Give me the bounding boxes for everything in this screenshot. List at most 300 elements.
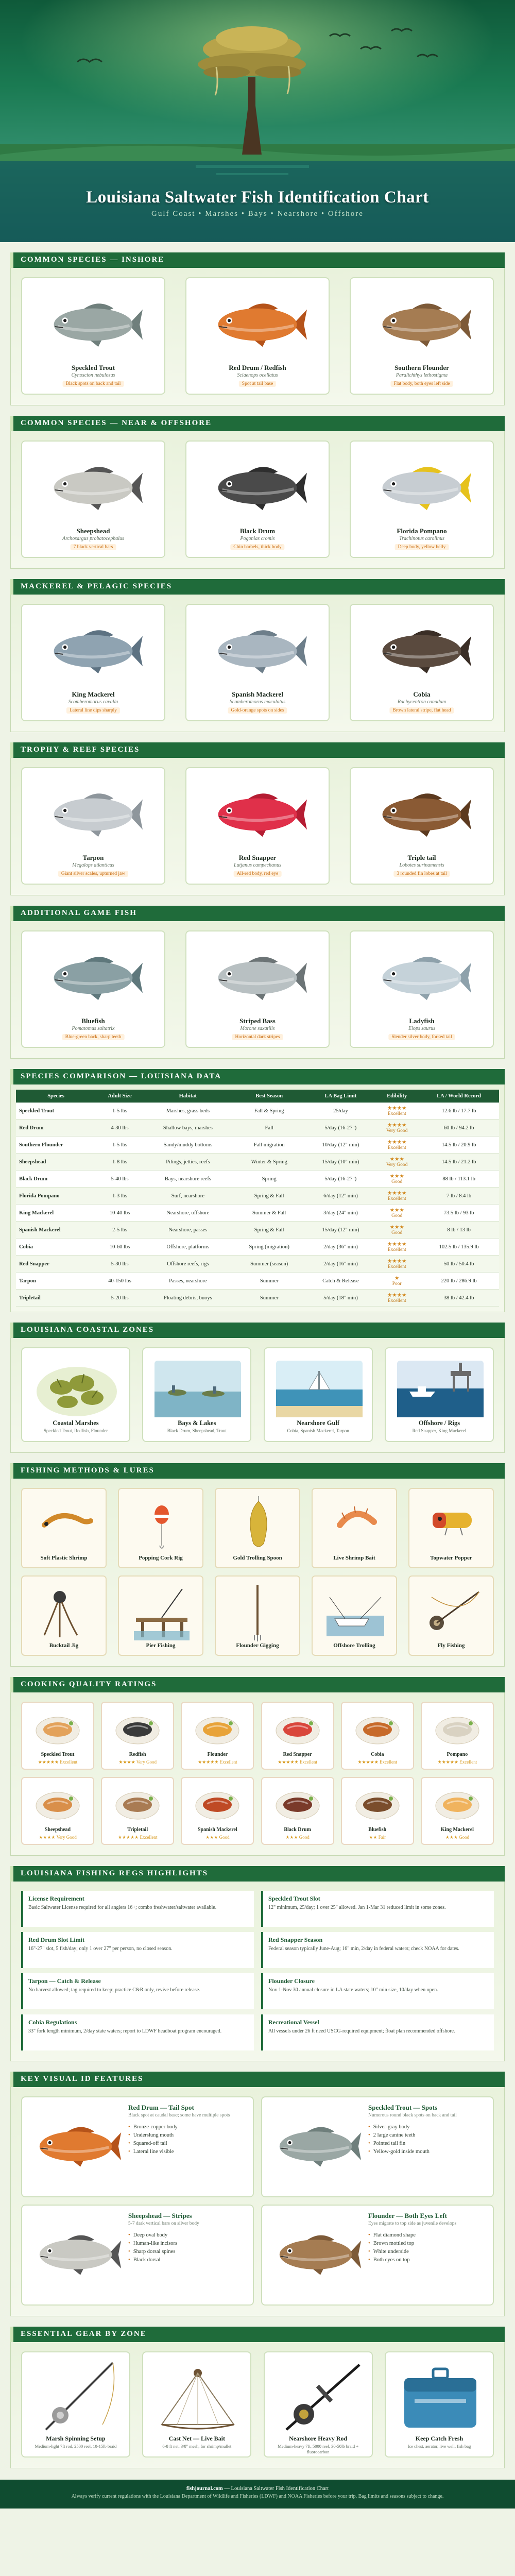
fish-illustration-icon — [43, 618, 144, 684]
section-title: MACKEREL & PELAGIC SPECIES — [10, 579, 505, 595]
table-cell: Summer & Fall — [232, 1205, 306, 1222]
regulation-text: 33" fork length minimum, 2/day state waters; report to LDWF headboat program encouraged. — [28, 2028, 222, 2034]
fish-scientific-name: Paralichthys lethostigma — [396, 372, 448, 378]
method-card[interactable] — [215, 1575, 300, 1656]
fish-card[interactable] — [350, 604, 494, 721]
feature-point: • 2 large canine teeth — [368, 2132, 430, 2138]
fish-scientific-name: Lutjanus campechanus — [234, 862, 281, 868]
method-card[interactable] — [21, 1488, 107, 1568]
cook-card[interactable] — [261, 1777, 334, 1845]
fish-id-tip: Black spots on back and tail — [63, 381, 124, 387]
cook-card[interactable] — [261, 1702, 334, 1770]
rating-label: Good — [299, 1835, 310, 1840]
record-cell: 102.5 lb / 135.9 lb — [419, 1239, 499, 1256]
section-trophy — [10, 742, 505, 895]
table-cell: Passes, nearshore — [144, 1273, 232, 1290]
fish-illustration-icon — [371, 455, 472, 521]
cooking-rating — [102, 1759, 173, 1765]
gear-name: Cast Net — Live Bait — [168, 2435, 225, 2442]
zone-card[interactable] — [21, 1347, 130, 1442]
dish-illustration-icon — [433, 1783, 482, 1825]
fish-name: Speckled Trout — [71, 364, 115, 371]
footer — [0, 2480, 515, 2509]
fish-card[interactable] — [350, 767, 494, 885]
rating-label: Very Good — [136, 1759, 157, 1765]
edibility-rating: Excellent — [387, 1111, 406, 1116]
cook-card[interactable] — [101, 1777, 174, 1845]
fish-row — [21, 604, 494, 721]
cooking-rating — [22, 1759, 93, 1765]
method-grid — [21, 1488, 494, 1663]
method-illustration-icon — [324, 1582, 386, 1641]
dish-illustration-icon — [353, 1708, 402, 1750]
table-cell: Spring & Fall — [232, 1188, 306, 1205]
fish-illustration-icon — [371, 945, 472, 1011]
regulation-title: Flounder Closure — [268, 1977, 315, 1985]
feature-subtitle: Black spot at caudal base; some have multiple spots — [128, 2113, 230, 2118]
edibility-stars: ★★★★ — [387, 1242, 407, 1247]
rating-label: Excellent — [459, 1759, 477, 1765]
method-card[interactable] — [215, 1488, 300, 1568]
feature-card[interactable] — [21, 2096, 254, 2197]
method-illustration-icon — [228, 1494, 289, 1554]
regulation-text: 16"-27" slot, 5 fish/day; only 1 over 27" per person, no closed season. — [28, 1946, 173, 1952]
section-title: COOKING QUALITY RATINGS — [10, 1677, 505, 1692]
edibility-stars: ★★★ — [389, 1225, 404, 1230]
fish-name: Striped Bass — [239, 1017, 276, 1025]
section-features — [10, 2072, 505, 2316]
rating-stars: ★★★★ — [39, 1835, 56, 1840]
rating-stars: ★★★ — [445, 1835, 458, 1840]
fish-illustration-icon — [43, 455, 144, 521]
rating-label: Excellent — [219, 1759, 237, 1765]
cooking-rating — [22, 1835, 93, 1840]
gear-illustration-icon — [394, 2358, 487, 2433]
gear-row — [21, 2351, 494, 2458]
rating-stars: ★★★★ — [118, 1759, 135, 1765]
fish-illustration-icon — [29, 2226, 122, 2283]
zone-illustration-icon — [394, 1355, 487, 1419]
species-cell: Tripletail — [16, 1290, 96, 1307]
feature-point: • Brown mottled top — [368, 2241, 416, 2246]
edibility-cell — [375, 1290, 419, 1307]
fish-card[interactable] — [350, 277, 494, 395]
fish-card[interactable] — [21, 930, 165, 1048]
species-cell: King Mackerel — [16, 1205, 96, 1222]
fish-illustration-icon — [269, 2118, 362, 2175]
table-header-cell: LA / World Record — [419, 1090, 499, 1103]
fish-illustration-icon — [43, 945, 144, 1011]
table-cell: 3/day (24" min) — [306, 1205, 375, 1222]
method-name: Gold Trolling Spoon — [233, 1555, 282, 1561]
fish-id-tip: Spot at tail base — [239, 381, 276, 387]
rating-stars: ★★ — [369, 1835, 377, 1840]
record-cell: 12.6 lb / 17.7 lb — [419, 1103, 499, 1120]
rating-stars: ★★★★★ — [357, 1759, 379, 1765]
rating-label: Excellent — [380, 1759, 398, 1765]
fish-id-tip: 3 rounded fin lobes at tail — [393, 871, 450, 877]
dish-illustration-icon — [113, 1708, 162, 1750]
cook-card[interactable] — [21, 1702, 94, 1770]
table-cell: Floating debris, buoys — [144, 1290, 232, 1307]
table-cell: Summer — [232, 1290, 306, 1307]
section-title: ADDITIONAL GAME FISH — [10, 906, 505, 921]
record-cell: 38 lb / 42.4 lb — [419, 1290, 499, 1307]
table-row — [16, 1290, 499, 1307]
table-cell: 25/day — [306, 1103, 375, 1120]
fish-id-tip: Blue-green back, sharp teeth — [62, 1034, 125, 1040]
edibility-cell — [375, 1256, 419, 1273]
table-cell: Nearshore, passes — [144, 1222, 232, 1239]
dish-illustration-icon — [113, 1783, 162, 1825]
method-illustration-icon — [34, 1494, 96, 1554]
dish-name: Bluefish — [368, 1827, 387, 1833]
rating-stars: ★★★ — [285, 1835, 298, 1840]
fish-name: Bluefish — [81, 1017, 105, 1025]
cooking-rating — [262, 1835, 333, 1840]
fish-id-tip: Gold-orange spots on sides — [228, 707, 287, 714]
edibility-rating: Excellent — [387, 1145, 406, 1150]
edibility-cell — [375, 1120, 419, 1137]
cook-card[interactable] — [341, 1777, 414, 1845]
regulation-card — [261, 1891, 494, 1927]
fish-card[interactable] — [21, 767, 165, 885]
feature-point: • Both eyes on top — [368, 2257, 416, 2263]
cook-card[interactable] — [341, 1702, 414, 1770]
rating-stars: ★★★★★ — [198, 1759, 219, 1765]
method-illustration-icon — [421, 1582, 483, 1641]
zone-illustration-icon — [273, 1355, 366, 1419]
fish-card[interactable] — [350, 930, 494, 1048]
dish-name: Black Drum — [284, 1827, 311, 1833]
fish-id-tip: Flat body, both eyes left side — [390, 381, 453, 387]
record-cell: 14.5 lb / 21.2 lb — [419, 1154, 499, 1171]
section-title: ESSENTIAL GEAR BY ZONE — [10, 2327, 505, 2342]
fish-id-tip: Horizontal dark stripes — [232, 1034, 283, 1040]
table-header-cell: LA Bag Limit — [306, 1090, 375, 1103]
edibility-stars: ★★★★ — [387, 1106, 407, 1111]
feature-point: • Human-like incisors — [128, 2241, 177, 2246]
table-cell: Surf, nearshore — [144, 1188, 232, 1205]
section-title: SPECIES COMPARISON — LOUISIANA DATA — [10, 1069, 505, 1084]
feature-list — [368, 2232, 416, 2265]
cooking-grid — [21, 1702, 494, 1852]
cooking-rating — [182, 1835, 253, 1840]
dish-illustration-icon — [433, 1708, 482, 1750]
cook-card[interactable] — [21, 1777, 94, 1845]
footer-disclaimer: Always verify current regulations with the Louisiana Department of Wildlife and Fisheries (LDWF) and NOAA Fisheries before your trip. Bag limits and seasons subject to change. — [71, 2494, 444, 2499]
cook-card[interactable] — [421, 1702, 494, 1770]
edibility-rating: Excellent — [387, 1298, 406, 1303]
gear-card[interactable] — [142, 2351, 251, 2458]
fish-card[interactable] — [21, 440, 165, 558]
section-title: TROPHY & REEF SPECIES — [10, 742, 505, 758]
table-row — [16, 1154, 499, 1171]
regs-grid — [21, 1891, 494, 2056]
fish-scientific-name: Pogonias cromis — [240, 536, 275, 541]
gear-card[interactable] — [264, 2351, 373, 2458]
method-illustration-icon — [228, 1582, 289, 1641]
table-row — [16, 1273, 499, 1290]
regulation-title: Red Snapper Season — [268, 1936, 323, 1943]
regulation-card — [21, 1891, 254, 1927]
table-cell: 5/day (16-27") — [306, 1120, 375, 1137]
regulation-title: Speckled Trout Slot — [268, 1895, 320, 1902]
fish-card[interactable] — [185, 277, 330, 395]
regulation-text: All vessels under 26 ft need USCG-required equipment; float plan recommended offshore. — [268, 2028, 455, 2034]
edibility-cell — [375, 1171, 419, 1188]
record-cell: 14.5 lb / 20.9 lb — [419, 1137, 499, 1154]
fish-scientific-name: Pomatomus saltatrix — [72, 1026, 115, 1031]
fish-id-tip: 7 black vertical bars — [71, 544, 116, 550]
edibility-rating: Excellent — [387, 1264, 406, 1269]
rating-label: Fair — [378, 1835, 386, 1840]
gear-illustration-icon — [273, 2358, 366, 2433]
hero-banner — [0, 0, 515, 242]
cook-card[interactable] — [181, 1702, 254, 1770]
method-illustration-icon — [131, 1494, 193, 1554]
feature-card[interactable] — [261, 2096, 494, 2197]
cooking-rating — [342, 1835, 413, 1840]
table-header-cell: Habitat — [144, 1090, 232, 1103]
species-cell: Sheepshead — [16, 1154, 96, 1171]
rating-label: Good — [219, 1835, 230, 1840]
section-pelagic — [10, 579, 505, 732]
method-card[interactable] — [21, 1575, 107, 1656]
feature-point: • Yellow-gold inside mouth — [368, 2149, 430, 2155]
feature-point: • Black dorsal — [128, 2257, 177, 2263]
section-additional — [10, 906, 505, 1059]
gear-card[interactable] — [21, 2351, 130, 2458]
method-name: Soft Plastic Shrimp — [40, 1555, 88, 1561]
section-title: COMMON SPECIES — INSHORE — [10, 252, 505, 268]
record-cell: 8 lb / 13 lb — [419, 1222, 499, 1239]
table-cell: 1-8 lbs — [96, 1154, 144, 1171]
fish-card[interactable] — [185, 767, 330, 885]
feature-subtitle: 5-7 dark vertical bars on silver body — [128, 2221, 199, 2226]
zone-name: Nearshore Gulf — [297, 1419, 340, 1427]
method-card[interactable] — [312, 1575, 397, 1656]
section-gear — [10, 2327, 505, 2468]
dish-illustration-icon — [33, 1708, 82, 1750]
dish-illustration-icon — [273, 1783, 322, 1825]
fish-name: Spanish Mackerel — [232, 690, 283, 698]
fish-id-tip: Brown lateral stripe, flat head — [389, 707, 454, 714]
table-row — [16, 1239, 499, 1256]
fish-scientific-name: Elops saurus — [408, 1026, 435, 1031]
method-card[interactable] — [312, 1488, 397, 1568]
zone-card[interactable] — [385, 1347, 494, 1442]
cook-card[interactable] — [101, 1702, 174, 1770]
fish-id-tip: Chin barbels, thick body — [230, 544, 284, 550]
feature-point: • Deep oval body — [128, 2232, 177, 2238]
cook-card[interactable] — [421, 1777, 494, 1845]
table-cell: 40-150 lbs — [96, 1273, 144, 1290]
comparison-table — [16, 1090, 499, 1307]
fish-illustration-icon — [207, 455, 308, 521]
species-cell: Southern Flounder — [16, 1137, 96, 1154]
fish-name: Ladyfish — [409, 1017, 435, 1025]
feature-point: • Sharp dorsal spines — [128, 2249, 177, 2255]
fish-illustration-icon — [29, 2118, 122, 2175]
edibility-stars: ★★★ — [389, 1174, 404, 1179]
rating-stars: ★★★ — [205, 1835, 218, 1840]
edibility-stars: ★★★ — [389, 1208, 404, 1213]
feature-subtitle: Numerous round black spots on back and tail — [368, 2113, 457, 2118]
method-card[interactable] — [118, 1575, 203, 1656]
table-cell: 6/day (12" min) — [306, 1188, 375, 1205]
fish-name: King Mackerel — [72, 690, 115, 698]
fish-scientific-name: Scomberomorus cavalla — [68, 699, 118, 705]
feature-list — [368, 2124, 430, 2157]
gear-card[interactable] — [385, 2351, 494, 2458]
page-subtitle: Gulf Coast • Marshes • Bays • Nearshore • Offshore — [151, 210, 364, 218]
section-title: KEY VISUAL ID FEATURES — [10, 2072, 505, 2087]
section-regs — [10, 1866, 505, 2061]
gear-illustration-icon — [151, 2358, 244, 2433]
zone-card[interactable] — [264, 1347, 373, 1442]
feature-list — [128, 2232, 177, 2265]
table-cell: 2/day (16" min) — [306, 1256, 375, 1273]
edibility-cell — [375, 1137, 419, 1154]
table-row — [16, 1188, 499, 1205]
record-cell: 60 lb / 94.2 lb — [419, 1120, 499, 1137]
fish-card[interactable] — [21, 277, 165, 395]
section-title: COMMON SPECIES — NEAR & OFFSHORE — [10, 416, 505, 431]
table-header-row — [16, 1090, 499, 1103]
feature-point: • Flat diamond shape — [368, 2232, 416, 2238]
table-header-cell: Species — [16, 1090, 96, 1103]
species-cell: Red Drum — [16, 1120, 96, 1137]
table-cell: Offshore, platforms — [144, 1239, 232, 1256]
fish-id-tip: Giant silver scales, upturned jaw — [58, 871, 128, 877]
edibility-cell — [375, 1103, 419, 1120]
regulation-card — [261, 1932, 494, 1968]
regulation-title: License Requirement — [28, 1895, 84, 1902]
fish-scientific-name: Lobotes surinamensis — [399, 862, 444, 868]
fish-id-tip: All-red body, red eye — [234, 871, 282, 877]
fish-card[interactable] — [21, 604, 165, 721]
regulation-card — [261, 2014, 494, 2050]
method-card[interactable] — [118, 1488, 203, 1568]
fish-illustration-icon — [207, 782, 308, 848]
table-header-cell: Adult Size — [96, 1090, 144, 1103]
table-body — [16, 1103, 499, 1307]
feature-point: • Squared-off tail — [128, 2141, 178, 2146]
fish-row — [21, 440, 494, 558]
zone-illustration-icon — [30, 1355, 123, 1419]
rating-label: Excellent — [60, 1759, 78, 1765]
zone-species: Speckled Trout, Redfish, Flounder — [43, 1428, 108, 1433]
table-cell: 15/day (12" min) — [306, 1222, 375, 1239]
cooking-rating — [262, 1759, 333, 1765]
fish-illustration-icon — [207, 945, 308, 1011]
edibility-stars: ★★★★ — [387, 1191, 407, 1196]
fish-illustration-icon — [371, 782, 472, 848]
fish-illustration-icon — [43, 782, 144, 848]
fish-name: Triple tail — [407, 854, 436, 861]
fish-card[interactable] — [185, 440, 330, 558]
record-cell: 50 lb / 50.4 lb — [419, 1256, 499, 1273]
edibility-cell — [375, 1188, 419, 1205]
dish-name: King Mackerel — [440, 1827, 474, 1833]
dish-illustration-icon — [33, 1783, 82, 1825]
species-cell: Spanish Mackerel — [16, 1222, 96, 1239]
footer-site-link[interactable]: fishjournal.com — [186, 2486, 223, 2492]
fish-name: Florida Pompano — [397, 527, 447, 535]
regulation-title: Recreational Vessel — [268, 2019, 319, 2026]
cooking-rating — [422, 1835, 493, 1840]
edibility-cell — [375, 1205, 419, 1222]
fish-name: Cobia — [413, 690, 431, 698]
species-cell: Black Drum — [16, 1171, 96, 1188]
method-card[interactable] — [408, 1488, 494, 1568]
footer-line-1 — [0, 2486, 515, 2492]
fish-id-tip: Lateral line dips sharply — [66, 707, 120, 714]
table-cell: Nearshore, offshore — [144, 1205, 232, 1222]
fish-card[interactable] — [185, 930, 330, 1048]
feature-title: Speckled Trout — Spots — [368, 2104, 438, 2111]
fish-id-tip: Deep body, yellow belly — [395, 544, 449, 550]
dish-name: Spanish Mackerel — [197, 1827, 237, 1833]
dish-name: Red Snapper — [283, 1752, 312, 1757]
feature-card[interactable] — [21, 2205, 254, 2306]
table-cell: Winter & Spring — [232, 1154, 306, 1171]
gear-description: 6-8 ft net, 3/8" mesh, for shrimp/mullet — [162, 2444, 232, 2449]
fish-scientific-name: Trachinotus carolinus — [399, 536, 444, 541]
table-cell: Fall & Spring — [232, 1103, 306, 1120]
section-title: LOUISIANA FISHING REGS HIGHLIGHTS — [10, 1866, 505, 1882]
table-header-cell: Edibility — [375, 1090, 419, 1103]
record-cell: 220 lb / 286.9 lb — [419, 1273, 499, 1290]
edibility-stars: ★★★★ — [387, 1123, 407, 1128]
edibility-stars: ★★★★ — [387, 1140, 407, 1145]
cooking-rating — [102, 1835, 173, 1840]
regulation-text: Nov 1-Nov 30 annual closure in LA state waters; 10" min size, 10/day when open. — [268, 1987, 438, 1993]
section-inshore — [10, 252, 505, 405]
table-cell: 5-40 lbs — [96, 1171, 144, 1188]
table-cell: 5-20 lbs — [96, 1290, 144, 1307]
edibility-rating: Good — [391, 1179, 403, 1184]
table-cell: Summer (season) — [232, 1256, 306, 1273]
method-card[interactable] — [408, 1575, 494, 1656]
table-cell: Fall migration — [232, 1137, 306, 1154]
table-cell: Catch & Release — [306, 1273, 375, 1290]
edibility-rating: Excellent — [387, 1247, 406, 1252]
fish-name: Red Drum / Redfish — [229, 364, 286, 371]
fish-row — [21, 930, 494, 1048]
feature-subtitle: Eyes migrate to top side as juvenile develops — [368, 2221, 457, 2226]
rating-stars: ★★★★★ — [117, 1835, 139, 1840]
method-illustration-icon — [324, 1494, 386, 1554]
zone-card[interactable] — [142, 1347, 251, 1442]
regulation-card — [21, 1932, 254, 1968]
table-cell: Bays, nearshore reefs — [144, 1171, 232, 1188]
cook-card[interactable] — [181, 1777, 254, 1845]
table-cell: 5-30 lbs — [96, 1256, 144, 1273]
method-name: Popping Cork Rig — [139, 1555, 183, 1561]
section-title: FISHING METHODS & LURES — [10, 1463, 505, 1479]
dish-name: Sheepshead — [44, 1827, 71, 1833]
dish-illustration-icon — [273, 1708, 322, 1750]
method-name: Bucktail Jig — [49, 1642, 79, 1649]
fish-card[interactable] — [185, 604, 330, 721]
edibility-rating: Poor — [392, 1281, 402, 1286]
method-name: Offshore Trolling — [333, 1642, 375, 1649]
fish-card[interactable] — [350, 440, 494, 558]
zone-illustration-icon — [151, 1355, 244, 1419]
feature-card[interactable] — [261, 2205, 494, 2306]
